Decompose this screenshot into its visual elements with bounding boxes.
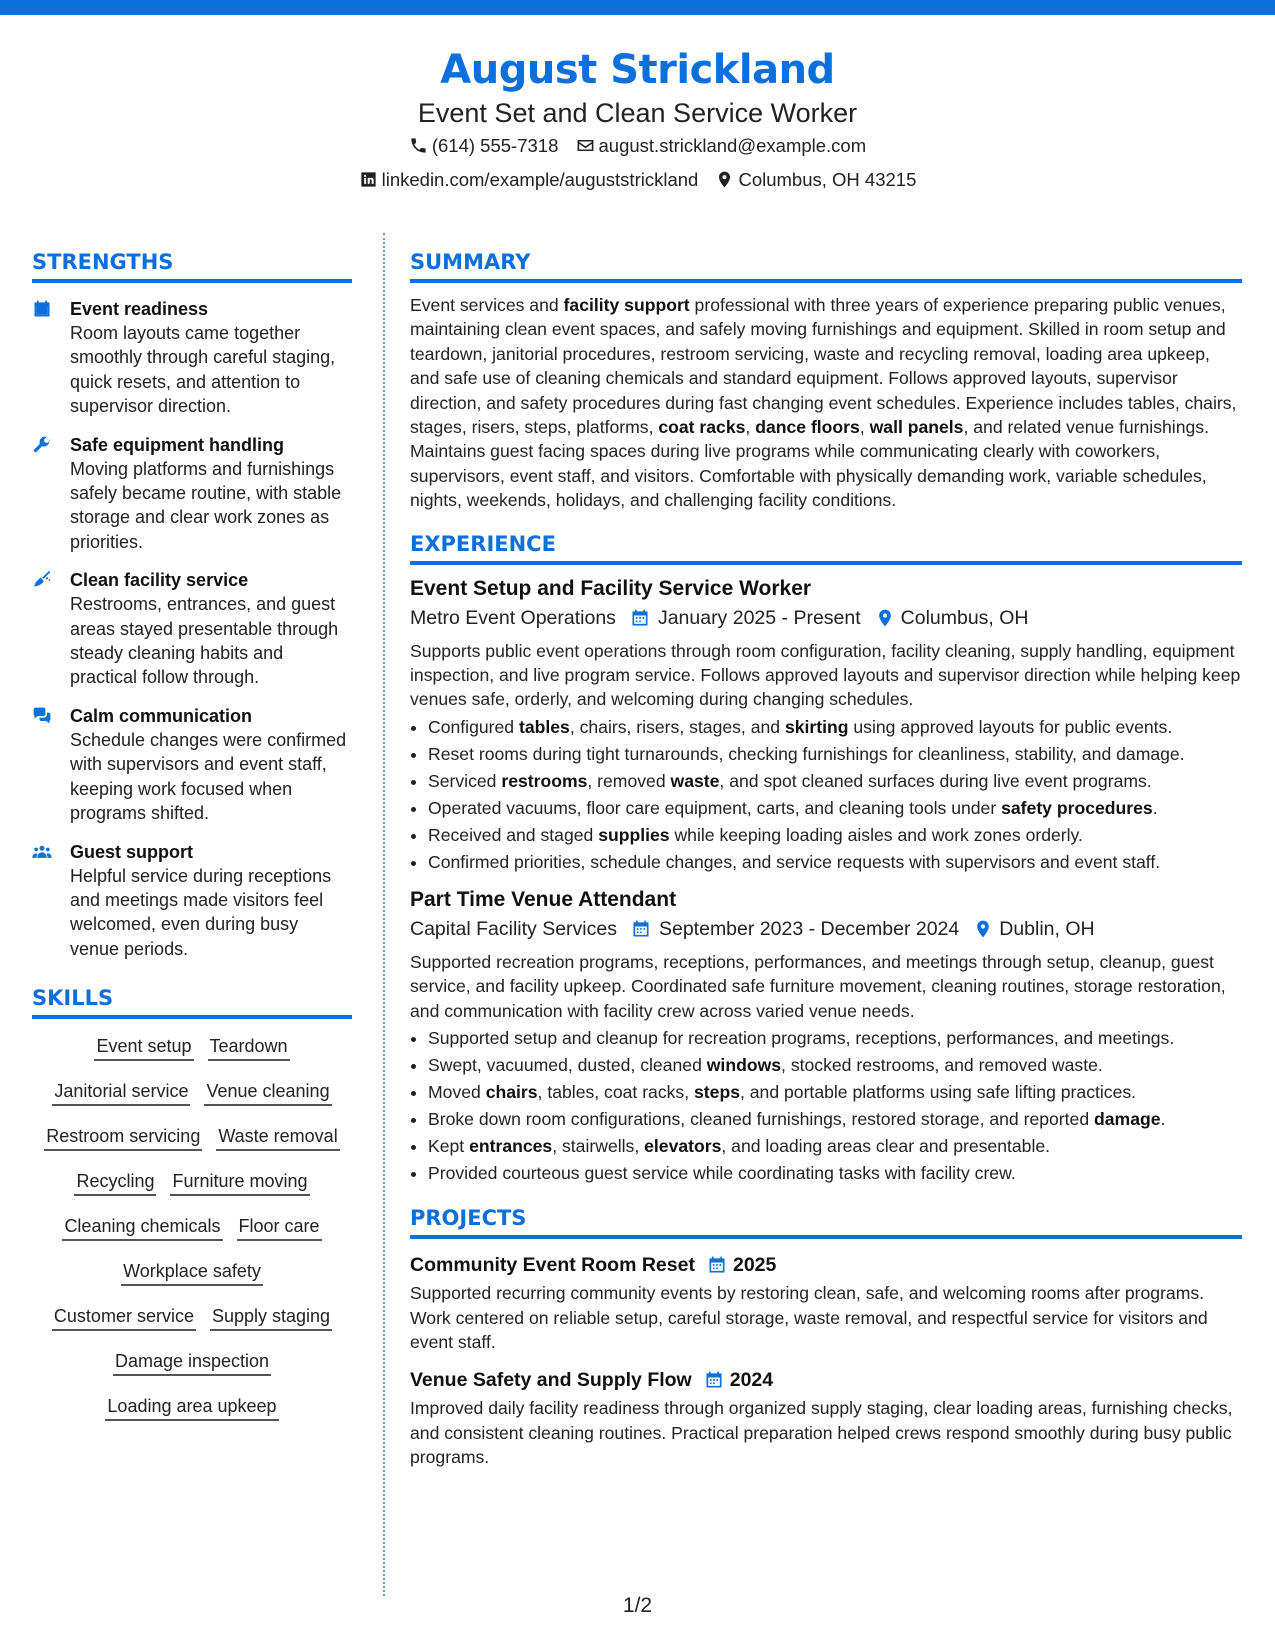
strength-title: Calm communication [70,705,253,726]
skill-tag: Workplace safety [121,1258,263,1286]
text-segment: Confirmed priorities, schedule changes, and service requests with supervisors and event staff. [428,851,1161,872]
job-company: Capital Facility Services [410,917,617,940]
job-title: Part Time Venue Attendant [410,887,677,911]
bold-keyword: supplies [598,824,670,845]
bold-keyword: tables [518,716,570,737]
summary-text [410,293,1242,513]
bold-keyword: waste [670,770,720,791]
bold-keyword: wall panels [869,417,964,438]
text-segment: , stairwells, [552,1136,645,1157]
skill-row [32,1303,352,1333]
bold-keyword: steps [694,1082,740,1103]
job-bullet [428,822,1242,849]
linkedin-contact[interactable] [359,164,699,195]
project-year: 2024 [729,1369,774,1392]
calendar-icon [707,1255,727,1275]
job-bullet [428,741,1242,768]
text-segment: , removed [587,770,671,791]
text-segment: Provided courteous guest service while coordinating tasks with facility crew. [428,1163,1016,1184]
skill-tag: Venue cleaning [204,1078,331,1106]
wrench-icon [32,435,52,455]
resume-header [0,42,1275,198]
job-bullet [428,768,1242,795]
bold-keyword: chairs [485,1082,538,1103]
skill-row [32,1393,352,1423]
skill-tag: Cleaning chemicals [62,1213,222,1241]
project-year: 2025 [732,1254,777,1277]
strength-desc: Schedule changes were confirmed with supervisors and event staff, keeping work focused when programs shifted. [70,729,347,824]
text-segment: , and spot cleaned surfaces during live event programs. [719,770,1152,791]
text-segment: Moved [428,1082,486,1103]
calendar-icon [631,919,651,939]
location-text: Columbus, OH 43215 [738,169,917,190]
contact-line-1 [0,130,1275,164]
text-segment: Configured [428,716,519,737]
strength-desc: Restrooms, entrances, and guest areas stayed presentable through steady cleaning habits and practical follow through. [70,594,339,688]
strength-item [32,704,352,826]
text-segment: Event services and [410,295,564,315]
contact-line-2 [0,164,1275,198]
bold-keyword: entrances [469,1136,553,1157]
project-name: Venue Safety and Supply Flow [410,1369,692,1392]
text-segment: , [745,417,756,438]
envelope-icon [576,136,595,155]
strength-desc: Moving platforms and furnishings safely became routine, with stable storage and clear work zones as priorities. [70,458,342,552]
project-entry [410,1366,1242,1469]
email-text: august.strickland@example.com [598,135,867,156]
strength-title: Clean facility service [70,570,249,591]
strength-item [32,297,352,419]
text-segment: using approved layouts for public events. [848,716,1173,737]
broom-icon [32,570,52,590]
location-contact [715,164,916,195]
skill-row [32,1033,352,1063]
job-bullet [428,714,1242,741]
text-segment: Received and staged [428,824,599,845]
skill-row [32,1213,352,1243]
text-segment: , and related venue furnishings. Maintains guest facing spaces during live programs while communicating clearly with coworkers, supervisors, event staff, and visitors. Comfortable with physically demanding work, variable schedules, nights, weekends, holidays, and challenging facility conditions. [410,417,1209,511]
project-description: Supported recurring community events by restoring clean, safe, and welcoming rooms after programs. Work centered on reliable setup, careful storage, waste removal, and respectful service for visitors and event staff. [410,1283,1208,1352]
linkedin-text: linkedin.com/example/auguststrickland [381,169,699,190]
job-bullet [428,849,1242,876]
bold-keyword: dance floors [755,417,860,438]
map-pin-icon [973,919,993,939]
text-segment: Supported setup and cleanup for recreation programs, receptions, performances, and meetings. [428,1028,1175,1049]
job-entry [410,575,1242,876]
skill-tag: Damage inspection [113,1348,271,1376]
users-icon [32,842,52,862]
job-bullet [428,1025,1242,1052]
phone-contact[interactable] [409,130,559,161]
job-company: Metro Event Operations [410,606,616,629]
job-bullet [428,1052,1242,1079]
chat-icon [32,706,52,726]
job-location: Dublin, OH [999,917,1095,940]
text-segment: , and portable platforms using safe lifting practices. [739,1082,1137,1103]
skill-row [32,1258,352,1288]
job-bullet [428,1106,1242,1133]
job-bullets [410,714,1242,876]
job-bullet [428,1079,1242,1106]
skill-tag: Event setup [94,1033,193,1061]
map-pin-icon [715,170,734,189]
left-column [32,245,352,1438]
bold-keyword: windows [706,1055,782,1076]
strength-title: Event readiness [70,299,209,319]
job-bullet [428,1160,1242,1187]
phone-text: (614) 555-7318 [431,135,559,156]
skill-row [32,1168,352,1198]
skills-heading: SKILLS [32,981,352,1019]
skill-tag: Customer service [52,1303,196,1331]
job-location: Columbus, OH [900,606,1029,629]
text-segment: professional with three years of experience preparing public venues, maintaining clean event spaces, and safely moving furnishings and equipment. Skilled in room setup and teardown, janitorial procedures, restroom servicing, waste and recycling removal, loading area upkeep, and safe use of cleaning chemicals and standard equipment. Follows approved layouts, supervisor direction, and safety procedures during fast changing event schedules. Experience includes tables, chairs, stages, risers, steps, platforms, [410,295,1237,438]
skill-tag: Janitorial service [52,1078,190,1106]
text-segment: Serviced [428,770,502,791]
job-dates: January 2025 - Present [657,606,861,629]
skill-tag: Floor care [237,1213,322,1241]
job-bullet [428,795,1242,822]
job-description: Supported recreation programs, receptions, performances, and meetings through setup, cleanup, guest service, and facility upkeep. Coordinated safe furniture movement, cleaning routines, storage restoration, and communication with facility crew across varied venue needs. [410,951,1226,1021]
bold-keyword: coat racks [658,417,746,438]
strength-desc: Room layouts came together smoothly through careful staging, quick resets, and attention to supervisor direction. [70,323,336,417]
calendar-icon [630,608,650,628]
skill-tag: Restroom servicing [44,1123,202,1151]
text-segment: Broke down room configurations, cleaned furnishings, restored storage, and reported [428,1109,1095,1130]
text-segment: Reset rooms during tight turnarounds, checking furnishings for cleanliness, stability, and damage. [428,743,1185,764]
skill-tag: Loading area upkeep [105,1393,278,1421]
strength-item [32,433,352,555]
candidate-name: August Strickland [440,47,835,93]
text-segment: , chairs, risers, stages, and [569,716,785,737]
bold-keyword: damage [1094,1109,1161,1130]
map-pin-icon [875,608,895,628]
skill-tag: Supply staging [210,1303,332,1331]
project-entry [410,1251,1242,1354]
job-meta [410,914,1242,944]
job-description: Supports public event operations through room configuration, facility cleaning, supply handling, equipment inspection, and live program service. Follows approved layouts and supervisor direction while helping keep venues safe, orderly, and welcoming during changing schedules. [410,640,1241,710]
column-divider [383,233,385,1596]
email-contact[interactable] [576,130,867,161]
skill-row [32,1123,352,1153]
job-meta [410,603,1242,633]
page-number: 1/2 [622,1594,653,1617]
calendar-icon [704,1370,724,1390]
projects-heading: PROJECTS [410,1201,1242,1239]
skill-tag: Waste removal [216,1123,339,1151]
linkedin-icon [359,170,378,189]
experience-heading: EXPERIENCE [410,527,1242,565]
project-header [410,1366,1242,1394]
skill-row [32,1348,352,1378]
candidate-title: Event Set and Clean Service Worker [417,98,858,128]
text-segment: , and loading areas clear and presentable. [721,1136,1051,1157]
text-segment: while keeping loading aisles and work zones orderly. [669,824,1083,845]
text-segment: . [1152,797,1158,818]
bold-keyword: restrooms [501,770,588,791]
text-segment: , tables, coat racks, [537,1082,695,1103]
skill-tag: Teardown [208,1033,290,1061]
project-name: Community Event Room Reset [410,1254,695,1277]
strength-title: Safe equipment handling [70,434,285,455]
text-segment: Kept [428,1136,470,1157]
skill-row [32,1078,352,1108]
skills-list [32,1033,352,1423]
bold-keyword: skirting [784,716,849,737]
phone-icon [409,136,428,155]
project-description: Improved daily facility readiness through organized supply staging, clear loading areas, furnishing checks, and consistent cleaning routines. Practical preparation helped crews respond smoothly during busy public programs. [410,1398,1233,1468]
project-header [410,1251,1242,1279]
text-segment: Operated vacuums, floor care equipment, carts, and cleaning tools under [428,797,1002,818]
text-segment: , stocked restrooms, and removed waste. [781,1055,1103,1076]
strength-item [32,840,352,962]
job-dates: September 2023 - December 2024 [658,917,960,940]
skill-tag: Recycling [74,1168,156,1196]
job-bullets [410,1025,1242,1187]
job-entry [410,886,1242,1187]
text-segment: , [859,417,870,438]
summary-heading: SUMMARY [410,245,1242,283]
job-bullet [428,1133,1242,1160]
strength-title: Guest support [70,841,194,862]
right-column [410,245,1242,1470]
skill-tag: Furniture moving [170,1168,309,1196]
text-segment: Swept, vacuumed, dusted, cleaned [428,1055,707,1076]
strength-desc: Helpful service during receptions and meetings made visitors feel welcomed, even during busy venue periods. [70,865,332,959]
calendar-icon [32,299,52,319]
job-title: Event Setup and Facility Service Worker [410,576,812,600]
bold-keyword: safety procedures [1001,797,1153,818]
top-accent-bar [0,0,1275,15]
bold-keyword: elevators [644,1136,722,1157]
strengths-heading: STRENGTHS [32,245,352,283]
strength-item [32,568,352,690]
bold-keyword: facility support [563,295,690,315]
text-segment: . [1160,1109,1166,1130]
